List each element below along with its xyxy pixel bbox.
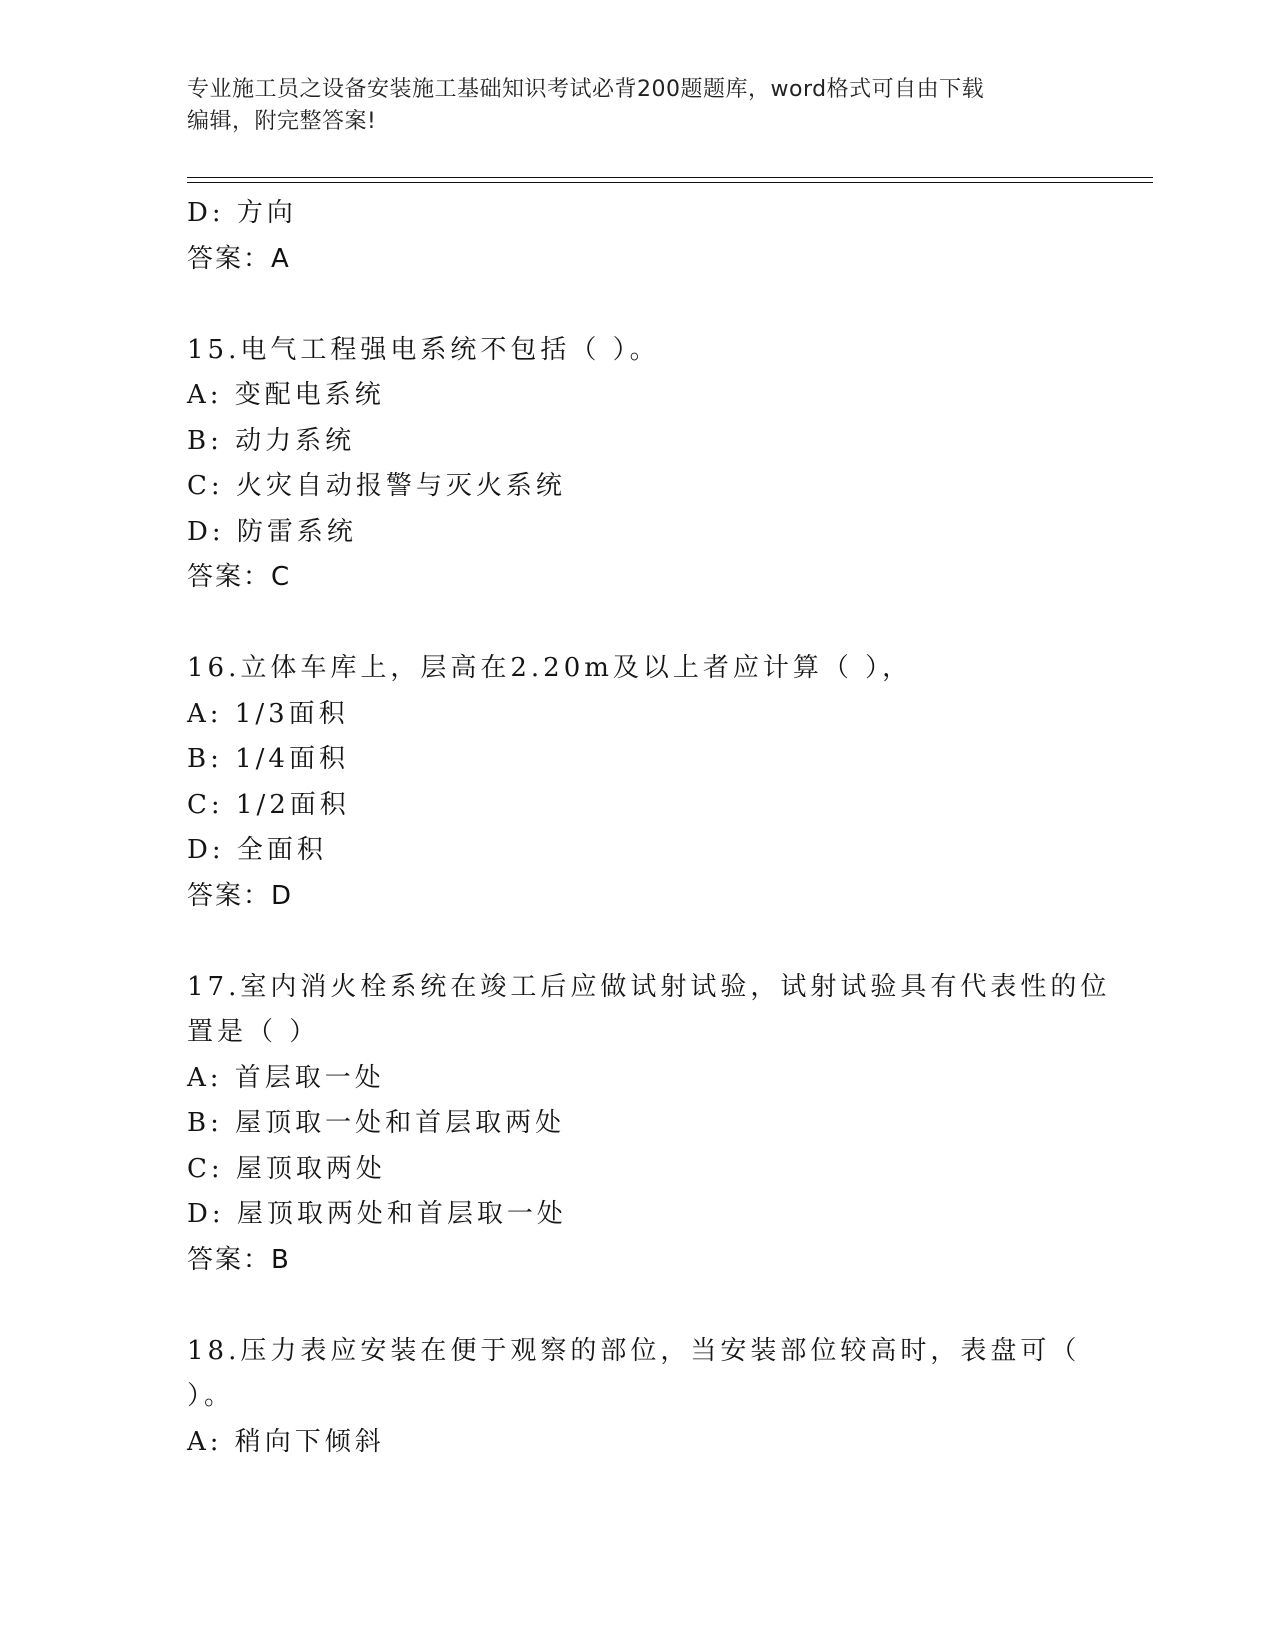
option-line: B: 屋顶取一处和首层取两处 <box>187 1108 566 1138</box>
question-block <box>187 646 1087 919</box>
option-line: D: 方向 <box>187 198 297 228</box>
header-divider-bottom <box>187 182 1153 183</box>
option-line: B: 动力系统 <box>187 425 356 456</box>
question-list <box>187 191 1111 1465</box>
option-line: B: 1/4面积 <box>187 744 349 774</box>
header-title-line-1: 专业施工员之设备安装施工基础知识考试必背200题题库，word格式可自由下载 <box>187 77 985 102</box>
spacer <box>187 1283 1087 1329</box>
spacer <box>187 601 1087 647</box>
answer-line: 答案：C <box>187 562 292 592</box>
option-line: D: 屋顶取两处和首层取一处 <box>187 1199 567 1229</box>
question-block <box>187 965 1111 1284</box>
option-line: C: 火灾自动报警与灭火系统 <box>187 471 566 501</box>
question-block <box>187 1329 1087 1466</box>
question-text: 15.电气工程强电系统不包括（ ）。 <box>187 334 660 365</box>
answer-line: 答案：D <box>187 880 294 911</box>
header-title-line-2: 编辑，附完整答案! <box>187 109 377 134</box>
option-line: A: 首层取一处 <box>187 1062 385 1093</box>
option-line: C: 屋顶取两处 <box>187 1153 386 1184</box>
answer-line: 答案：B <box>187 1244 291 1275</box>
question-text: 16.立体车库上，层高在2.20m及以上者应计算（ ）， <box>187 653 913 683</box>
option-line: A: 1/3面积 <box>187 698 349 729</box>
answer-line: 答案：A <box>187 243 291 274</box>
spacer <box>187 919 1087 965</box>
spacer <box>187 282 1087 328</box>
option-line: D: 防雷系统 <box>187 516 357 547</box>
question-block <box>187 328 1087 601</box>
option-line: D: 全面积 <box>187 835 327 865</box>
option-line: A: 变配电系统 <box>187 380 385 410</box>
header-divider-top <box>187 177 1153 178</box>
document-header <box>187 74 1067 138</box>
question-text: 17.室内消火栓系统在竣工后应做试射试验，试射试验具有代表性的位 <box>187 971 1111 1002</box>
option-line: A: 稍向下倾斜 <box>187 1426 385 1457</box>
question-text-continued: 置是（ ） <box>187 1017 320 1047</box>
option-line: C: 1/2面积 <box>187 789 350 820</box>
question-text-continued: ）。 <box>187 1381 235 1411</box>
question-text: 18.压力表应安装在便于观察的部位，当安装部位较高时，表盘可（ <box>187 1335 1081 1366</box>
